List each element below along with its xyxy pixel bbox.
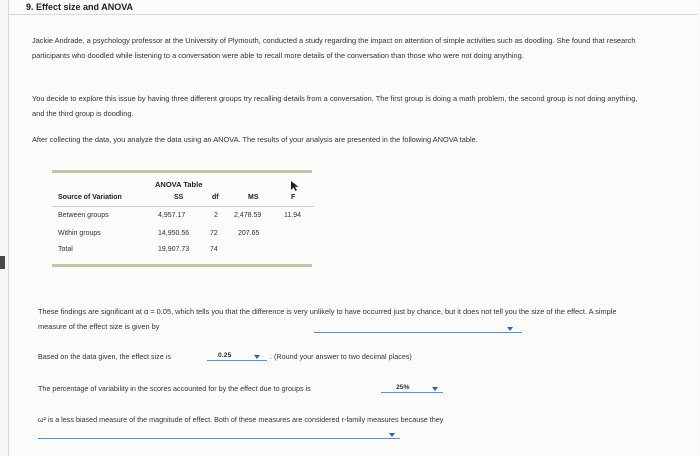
intro-paragraph: Jackie Andrade, a psychology professor at the University of Plymouth, conducted a study regarding the impact on attention of simple activities such as doodling. She found that research participants who doodled while listening to a conversation were able to recall more details of the conversation than those who were not doing anything. [32, 36, 636, 60]
effect-size-prefix: Based on the data given, the effect size is [38, 352, 171, 361]
row-within-source: Within groups [58, 230, 101, 237]
header-df: df [212, 194, 219, 201]
row-total-df: 74 [210, 246, 218, 253]
chevron-down-icon[interactable] [254, 355, 260, 359]
mouse-cursor-icon [290, 180, 300, 192]
header-f: F [291, 194, 296, 201]
row-total-source: Total [58, 246, 73, 253]
header-ms: MS [248, 194, 259, 201]
row-between-f: 11.94 [284, 212, 301, 219]
effect-size-suffix: . (Round your answer to two decimal places) [270, 352, 412, 361]
row-total-ss: 19,907.73 [158, 246, 190, 253]
title-divider [8, 14, 698, 15]
effect-size-value[interactable]: 0.25 [218, 352, 232, 359]
row-between-source: Between groups [58, 212, 109, 219]
row-between-ss: 4,957.17 [158, 212, 186, 219]
scroll-marker [0, 256, 5, 269]
variability-prefix: The percentage of variability in the scores accounted for by the effect due to groups is [38, 384, 311, 393]
analysis-paragraph: After collecting the data, you analyze the data using an ANOVA. The results of your analysis are presented in the following ANOVA table. [32, 135, 478, 144]
header-ss: SS [174, 194, 184, 201]
significance-paragraph: These findings are significant at α = 0.05, which tells you that the difference is very unlikely to have occurred just by chance, but it does not tell you the size of the effect. A simple measure of the effect size is given by [38, 307, 617, 331]
header-source: Source of Variation [58, 194, 122, 201]
row-between-ms: 2,478.59 [234, 212, 262, 219]
table-top-rule [52, 170, 312, 173]
variability-value[interactable]: 25% [396, 384, 410, 391]
anova-table-title: ANOVA Table [155, 180, 203, 189]
row-within-ms: 207.65 [238, 230, 260, 237]
question-title: 9. Effect size and ANOVA [26, 2, 134, 12]
chevron-down-icon[interactable] [389, 433, 395, 437]
chevron-down-icon[interactable] [432, 387, 438, 391]
omega-text: ω² is a less biased measure of the magnitude of effect. Both of these measures are considered r-family measures because they [38, 415, 444, 424]
header-divider [52, 206, 314, 207]
row-within-ss: 14,950.56 [158, 230, 190, 237]
study-paragraph: You decide to explore this issue by having three different groups try recalling details from a conversation. The first group is doing a math problem, the second group is not doing anything, and the third group is doodling. [32, 94, 638, 118]
chevron-down-icon[interactable] [507, 327, 513, 331]
table-bottom-rule [52, 264, 312, 267]
rfamily-reason-dropdown[interactable] [38, 426, 400, 439]
row-within-df: 72 [210, 230, 218, 237]
effect-measure-dropdown[interactable] [314, 320, 522, 333]
row-between-df: 2 [214, 212, 218, 219]
